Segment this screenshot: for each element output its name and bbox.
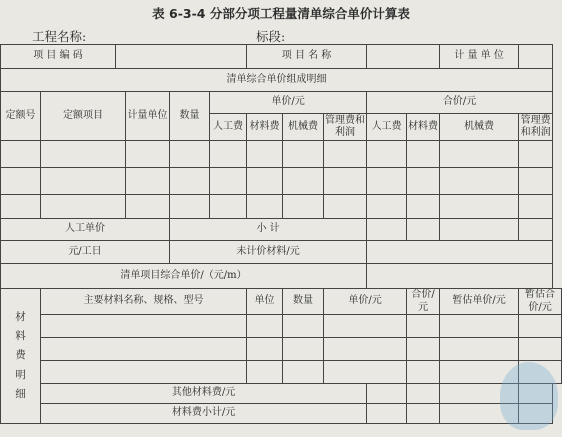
per-workday-label: 元/工日: [1, 241, 170, 264]
measure-unit-label: 计 量 单 位: [440, 45, 519, 69]
material-unit-price-header: 单价/元: [324, 289, 407, 315]
machinery-total-header: 机械费: [440, 114, 519, 141]
section-label: 标段:: [256, 29, 286, 44]
labor-total-header: 人工费: [367, 114, 407, 141]
item-code-label: 项 目 编 码: [1, 45, 116, 69]
material-total-price-header: 合价/元: [407, 289, 440, 315]
material-unit-header: 单位: [247, 289, 283, 315]
main-material-header: 主要材料名称、规格、型号: [41, 289, 247, 315]
item-code-value: [116, 45, 247, 69]
unit-price-header: 单价/元: [210, 92, 367, 114]
labor-header: 人工费: [210, 114, 247, 141]
est-unit-price-header: 暂估单价/元: [440, 289, 519, 315]
item-composite-price-label: 清单项目综合单价/（元/m）: [1, 264, 367, 289]
quota-no-header: 定额号: [1, 92, 41, 141]
table-row: [1, 141, 562, 168]
project-name-label: 工程名称:: [32, 29, 87, 44]
watermark-stamp: [500, 362, 558, 430]
material-total-header: 材料费: [407, 114, 440, 141]
other-material-label: 其他材料费/元: [41, 384, 367, 404]
table-row: [1, 338, 562, 361]
table-row: [1, 361, 562, 384]
table-title: 表 6-3-4 分部分项工程量清单综合单价计算表: [152, 6, 410, 21]
table-row: [1, 315, 562, 338]
labor-unit-price-label: 人工单价: [1, 219, 170, 241]
est-total-price-header: 暂估合价/元: [519, 289, 562, 315]
unpriced-material-label: 未计价材料/元: [170, 241, 367, 264]
measure-unit-value: [519, 45, 553, 69]
material-quantity-header: 数量: [283, 289, 324, 315]
measure-unit-header: 计量单位: [126, 92, 170, 141]
mgmt-profit-total-header: 管理费和利润: [519, 114, 553, 141]
mgmt-profit-header: 管理费和利润: [324, 114, 367, 141]
item-name-label: 项 目 名 称: [247, 45, 367, 69]
quantity-header: 数量: [170, 92, 210, 141]
machinery-header: 机械费: [283, 114, 324, 141]
composition-header: 清单综合单价组成明细: [1, 69, 553, 92]
total-price-header: 合价/元: [367, 92, 553, 114]
subtotal-label: 小 计: [170, 219, 367, 241]
material-detail-side-label: 材 料 费 明 细: [1, 289, 41, 424]
cost-calculation-table: [0, 44, 562, 424]
material-subtotal-label: 材料费小计/元: [41, 404, 367, 424]
item-name-value: [367, 45, 440, 69]
table-row: [1, 168, 562, 195]
table-row: [1, 195, 562, 219]
material-header: 材料费: [247, 114, 283, 141]
item-composite-price-value: [367, 264, 553, 289]
quota-item-header: 定额项目: [41, 92, 126, 141]
